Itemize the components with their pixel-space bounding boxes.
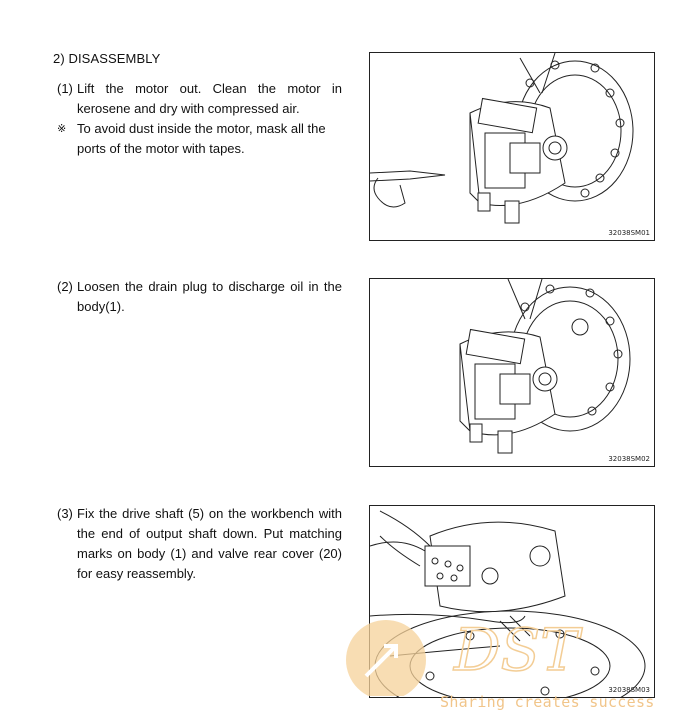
watermark-logo-text: DST [454,618,579,684]
section-title: 2) DISASSEMBLY [53,51,161,66]
watermark-tagline: Sharing creates success [440,693,655,711]
step-text: Loosen the drain plug to discharge oil in the body(1). [77,279,342,314]
figure-2 [369,278,655,467]
step-3 [57,504,342,584]
step-number: (3) [57,506,73,521]
note [57,119,342,159]
motor-illustration [370,279,654,466]
step-text: Lift the motor out. Clean the motor in kerosene and dry with compressed air. [77,81,342,116]
figure-code: 32038SM03 [608,686,650,694]
step-text: Fix the drive shaft (5) on the workbench with the end of output shaft down. Put matching marks on body (1) and valve rear cover (20) for easy reassembly. [77,506,342,581]
watermark-logo [344,618,644,696]
figure-code: 32038SM01 [608,229,650,237]
note-mark: ※ [57,123,67,135]
figure-code: 32038SM02 [608,455,650,463]
motor-illustration [370,53,654,240]
step-1 [57,79,342,119]
step-number: (1) [57,81,73,96]
step-2 [57,277,342,317]
note-text: To avoid dust inside the motor, mask all the ports of the motor with tapes. [77,121,326,156]
step-number: (2) [57,279,73,294]
figure-1 [369,52,655,241]
